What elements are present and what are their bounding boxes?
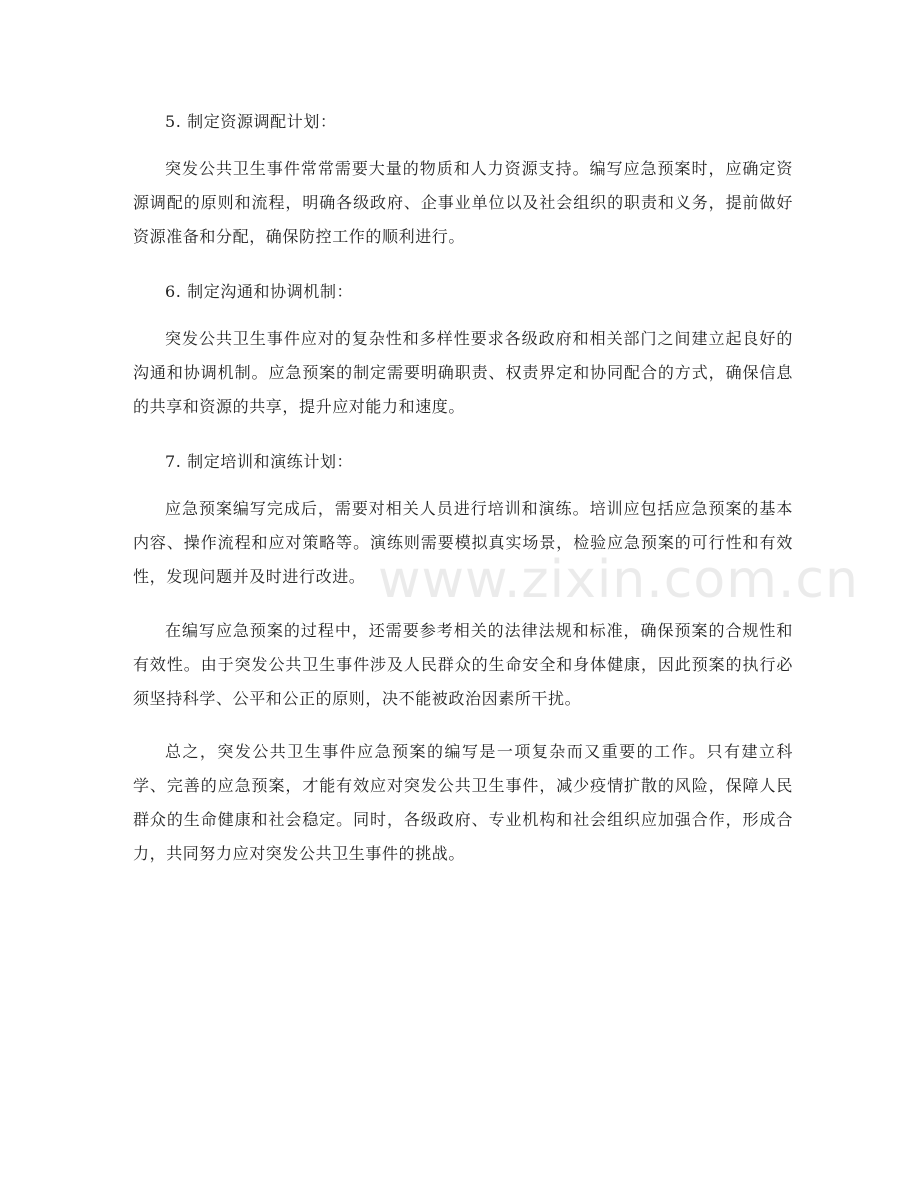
watermark: www.zixin.com.cn [378,550,859,610]
paragraph-legal-compliance: 在编写应急预案的过程中，还需要参考相关的法律法规和标准，确保预案的合规性和有效性。由于突发公共卫生事件涉及人民群众的生命安全和身体健康，因此预案的执行必须坚持科学、公平和公正的原则，决不能被政治因素所干扰。 [133,621,793,708]
section-heading-5: 5. 制定资源调配计划： [165,112,337,131]
section-heading-7: 7. 制定培训和演练计划： [165,452,354,471]
section-heading-6: 6. 制定沟通和协调机制： [165,282,354,301]
paragraph-resource-allocation: 突发公共卫生事件常常需要大量的物质和人力资源支持。编写应急预案时，应确定资源调配的原则和流程，明确各级政府、企事业单位以及社会组织的职责和义务，提前做好资源准备和分配，确保防控工作的顺利进行。 [133,159,793,246]
paragraph-communication: 突发公共卫生事件应对的复杂性和多样性要求各级政府和相关部门之间建立起良好的沟通和协调机制。应急预案的制定需要明确职责、权责界定和协同配合的方式，确保信息的共享和资源的共享，提升应对能力和速度。 [133,329,793,416]
paragraph-conclusion: 总之，突发公共卫生事件应急预案的编写是一项复杂而又重要的工作。只有建立科学、完善的应急预案，才能有效应对突发公共卫生事件，减少疫情扩散的风险，保障人民群众的生命健康和社会稳定。同时，各级政府、专业机构和社会组织应加强合作，形成合力，共同努力应对突发公共卫生事件的挑战。 [133,742,793,863]
paragraph-training: 应急预案编写完成后，需要对相关人员进行培训和演练。培训应包括应急预案的基本内容、操作流程和应对策略等。演练则需要模拟真实场景，检验应急预案的可行性和有效性，发现问题并及时进行改进。 [133,499,793,586]
